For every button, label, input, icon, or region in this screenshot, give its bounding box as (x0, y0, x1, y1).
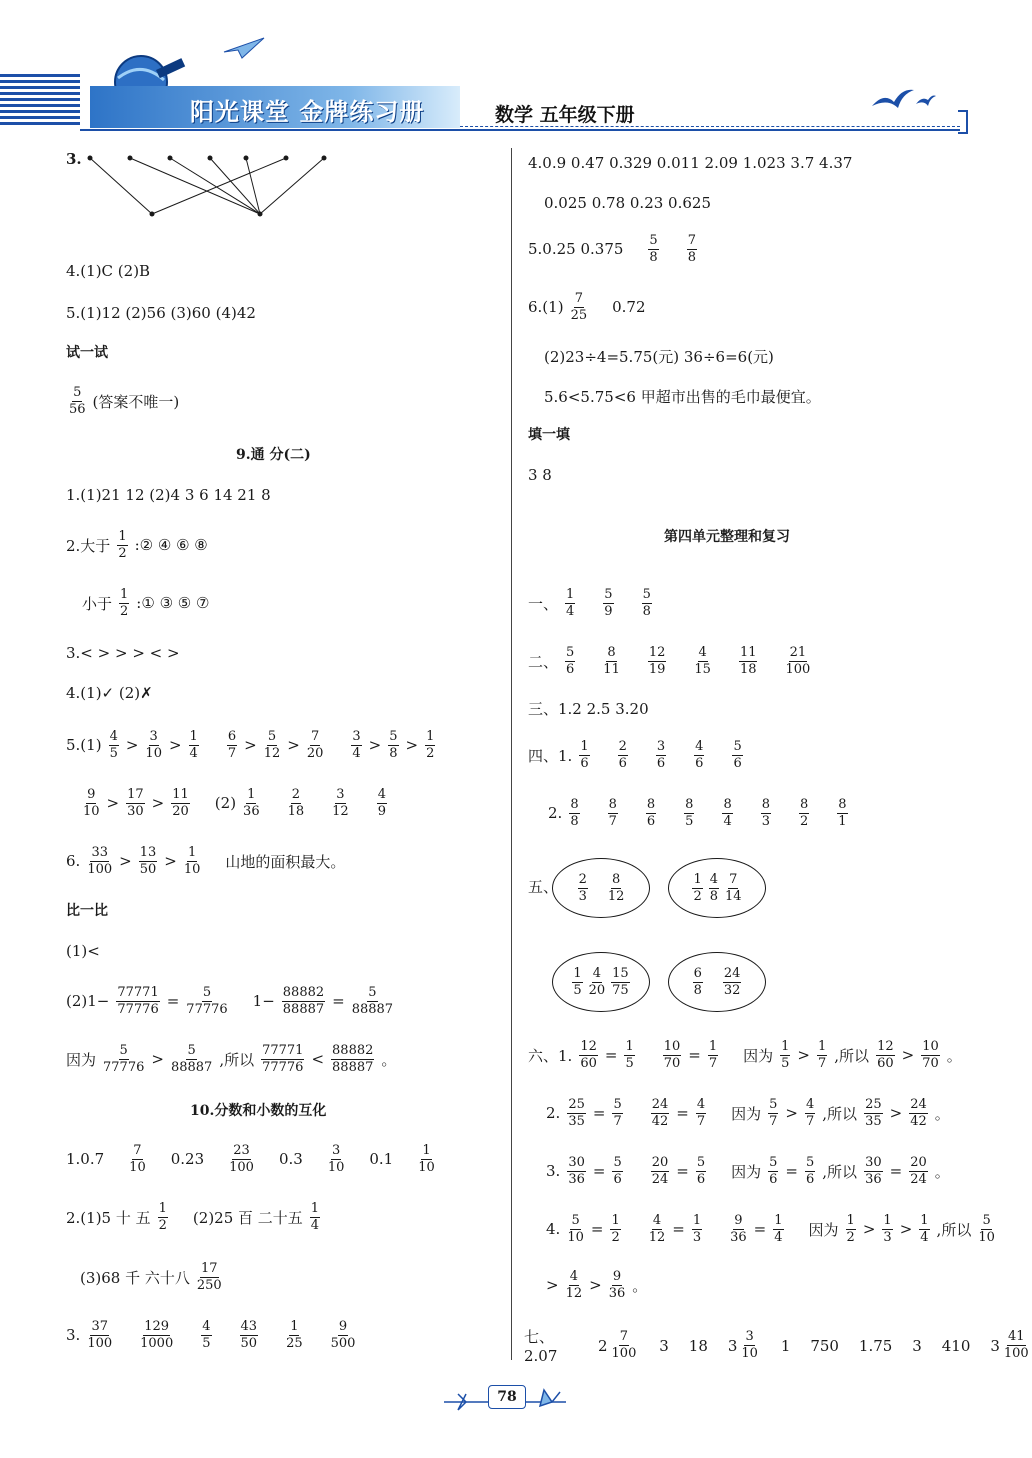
try-title: 试一试 (66, 345, 108, 361)
r-q6-2: (2)23÷4=5.75(元) 36÷6=6(元) (544, 348, 774, 366)
because-text: 因为 (731, 1162, 762, 1181)
so-text: ,所以 (936, 1220, 972, 1239)
end-mark: 。 (946, 1046, 962, 1065)
r2-label: 二、 (528, 652, 559, 671)
end-mark: 。 (934, 1162, 950, 1181)
r-q4-line2: 0.025 0.78 0.23 0.625 (544, 194, 711, 212)
s10-q2c: (3)68 千 六十八 17 250 (80, 1261, 222, 1293)
r6-3-label: 3. (546, 1162, 561, 1181)
s9-q3: 3.< > > > < > (66, 644, 180, 662)
r-q5-label: 5.0.25 0.375 (528, 240, 624, 259)
r6-4-cont: > 4 12 > 9 36 。 (546, 1269, 648, 1301)
s9-q5-label: 5.(1) (66, 736, 102, 755)
oval-group: 2 3 8 12 (552, 858, 650, 918)
end-mark: 。 (934, 1104, 950, 1123)
paper-plane-icon (222, 36, 266, 60)
r6-3: 3. 30 36 = 5 6 20 24 = 5 6 因为 5 6 = 5 6 ,所以 30 36 = 20 24 。 (546, 1155, 950, 1187)
s10-q1-val: 1.0.7 (66, 1150, 105, 1169)
oval-group: 6 8 24 32 (668, 952, 766, 1012)
s9-q2a: 2.大于 1 2 :② ④ ⑥ ⑧ (66, 529, 208, 561)
r6-2-label: 2. (546, 1104, 561, 1123)
r-q5: 5.0.25 0.375 5 8 7 8 (528, 233, 696, 265)
s9-q6-text: 山地的面积最大。 (225, 852, 346, 871)
r6-label: 六、1. (528, 1046, 573, 1065)
q3-label: 3. (66, 150, 82, 168)
r6-1: 六、1. 12 60 = 1 5 10 70 = 1 7 因为 1 5 > 1 7 ,所以 12 60 > 10 70 。 (528, 1039, 962, 1071)
so-text: ,所以 (822, 1104, 858, 1123)
s9-q6: 6. 33 100 > 13 50 > 1 10 山地的面积最大。 (66, 845, 346, 877)
r4-1: 四、1. 1 6 2 6 3 6 4 6 5 6 (528, 739, 742, 771)
r7-val: 1 (780, 1336, 791, 1355)
review-title: 第四单元整理和复习 (664, 529, 790, 545)
fill-title: 填一填 (528, 427, 570, 443)
r-q4-line1: 4.0.9 0.47 0.329 0.011 2.09 1.023 3.7 4.37 (528, 154, 853, 172)
header-stripes (0, 74, 80, 128)
s10-q1: 1.0.7 7 10 0.23 23 100 0.3 3 10 0.1 1 10 (66, 1143, 435, 1175)
because-text: 因为 (66, 1050, 97, 1069)
because-text: 因为 (808, 1220, 839, 1239)
header-dashed-line (460, 126, 960, 127)
s9-q6-label: 6. (66, 852, 81, 871)
r5-label: 五、 (528, 878, 559, 896)
birds-icon (868, 84, 938, 118)
so-text: ,所以 (834, 1046, 870, 1065)
q5-answer: 5.(1)12 (2)56 (3)60 (4)42 (66, 304, 256, 322)
because-text: 因为 (743, 1046, 774, 1065)
r7-val: 3 (912, 1336, 922, 1355)
section-10-title: 10.分数和小数的互化 (190, 1103, 327, 1119)
r7-val: 410 (941, 1336, 971, 1355)
s10-q1-val: 0.3 (278, 1150, 303, 1169)
compare-2-label: (2)1− (66, 992, 110, 1011)
s9-q2b-pre: 小于 (82, 594, 113, 613)
so-text: ,所以 (822, 1162, 858, 1181)
r7-val: 1.75 (858, 1336, 893, 1355)
s9-q1: 1.(1)21 12 (2)4 3 6 14 21 8 (66, 486, 271, 504)
s10-q3: 3. 37 100 129 1000 4 5 43 50 1 25 9 500 (66, 1319, 356, 1351)
r-q6-val: 0.72 (612, 298, 646, 317)
s9-q2a-post: :② ④ ⑥ ⑧ (134, 536, 208, 555)
try-answer (66, 386, 179, 416)
compare-3: 因为 5 77776 > 5 88887 ,所以 77771 77776 < 88882 88887 。 (66, 1043, 397, 1075)
compare-title: 比一比 (66, 903, 108, 919)
compare-2-one: 1− (252, 992, 275, 1011)
r3: 三、1.2 2.5 3.20 (528, 700, 649, 718)
r7: 七、2.07 2 7 100 3 18 3 3 10 1 750 1.75 3 410 3 41 100 (524, 1328, 1029, 1365)
r7-val: 3 (659, 1336, 669, 1355)
r6-4: 4. 5 10 = 1 2 4 12 = 1 3 9 36 = 1 4 因为 1 2 > 1 3 > 1 4 ,所以 5 10 (546, 1213, 995, 1245)
r1-label: 一、 (528, 594, 559, 613)
s9-q5-line1: 5.(1) 4 5 > 3 10 > 1 4 6 7 > 5 12 > 7 20 3 4 > 5 8 > 1 2 (66, 729, 435, 761)
r6-4-label: 4. (546, 1220, 561, 1239)
s9-q5-2-label: (2) (214, 794, 237, 813)
r1: 一、 1 4 5 9 5 8 (528, 587, 651, 619)
fill-answer: 3 8 (528, 466, 552, 484)
r7-label: 七、2.07 (524, 1328, 558, 1365)
s10-q2a: 2.(1)5 十 五 1 2 (2)25 百 二十五 1 4 (66, 1201, 320, 1233)
subject-grade: 数学 五年级下册 (495, 104, 635, 126)
s10-q3-label: 3. (66, 1326, 81, 1345)
r-q6-3: 5.6<5.75<6 甲超市出售的毛巾最便宜。 (544, 388, 821, 406)
s9-q4: 4.(1)✓ (2)✗ (66, 684, 153, 702)
r7-val: 750 (810, 1336, 839, 1355)
r6-2: 2. 25 35 = 5 7 24 42 = 4 7 因为 5 7 > 4 7 ,所以 25 35 > 24 42 。 (546, 1097, 950, 1129)
r4-label: 四、1. (528, 746, 573, 765)
so-text: ,所以 (219, 1050, 255, 1069)
s9-q5-line2: 9 10 > 17 30 > 11 20 (2) 1 36 2 18 3 12 4 9 (83, 787, 386, 819)
fraction: 5 56 (69, 385, 86, 417)
compare-1: (1)< (66, 942, 100, 960)
end-mark: 。 (632, 1276, 648, 1295)
end-mark: 。 (381, 1050, 397, 1069)
try-note: (答案不唯一) (92, 392, 180, 411)
r4-2: 2. 8 8 8 7 8 6 8 5 8 4 8 3 8 2 8 1 (548, 797, 847, 829)
s10-q2b-text: (2)25 百 二十五 (192, 1208, 303, 1227)
r-q6-label: 6.(1) (528, 298, 564, 317)
r2: 二、 5 6 8 11 12 19 4 15 11 18 21 100 (528, 645, 811, 677)
s10-q1-val: 0.1 (369, 1150, 394, 1169)
header-corner (958, 110, 968, 134)
r-q6-1: 6.(1) 7 25 0.72 (528, 291, 646, 323)
oval-group: 1 2 4 8 7 14 (668, 858, 766, 918)
because-text: 因为 (731, 1104, 762, 1123)
section-9-title: 9.通 分(二) (236, 447, 311, 463)
header-rule (80, 129, 960, 131)
s10-q2a-text: 2.(1)5 十 五 (66, 1208, 151, 1227)
matching-lines-diagram (80, 150, 340, 225)
page-header (0, 0, 1000, 140)
s10-q2c-text: (3)68 千 六十八 (80, 1268, 190, 1287)
q4-answer: 4.(1)C (2)B (66, 262, 151, 280)
oval-group: 1 5 4 20 15 75 (552, 952, 650, 1012)
page-number: 78 (488, 1385, 526, 1409)
r7-val: 18 (688, 1336, 708, 1355)
s9-q2a-pre: 2.大于 (66, 536, 111, 555)
compare-2: (2)1− $\frac{77771}{77776}$ = 5 77776 1− $\frac{88882}{88887}$ = 5 88887 (66, 985, 394, 1017)
series-title: 阳光课堂 金牌练习册 (190, 98, 425, 126)
r4-2-label: 2. (548, 804, 563, 823)
s9-q2b: 小于 1 2 :① ③ ⑤ ⑦ (82, 587, 210, 619)
s10-q1-val: 0.23 (170, 1150, 205, 1169)
s9-q2b-post: :① ③ ⑤ ⑦ (136, 594, 210, 613)
column-divider (511, 148, 512, 1360)
